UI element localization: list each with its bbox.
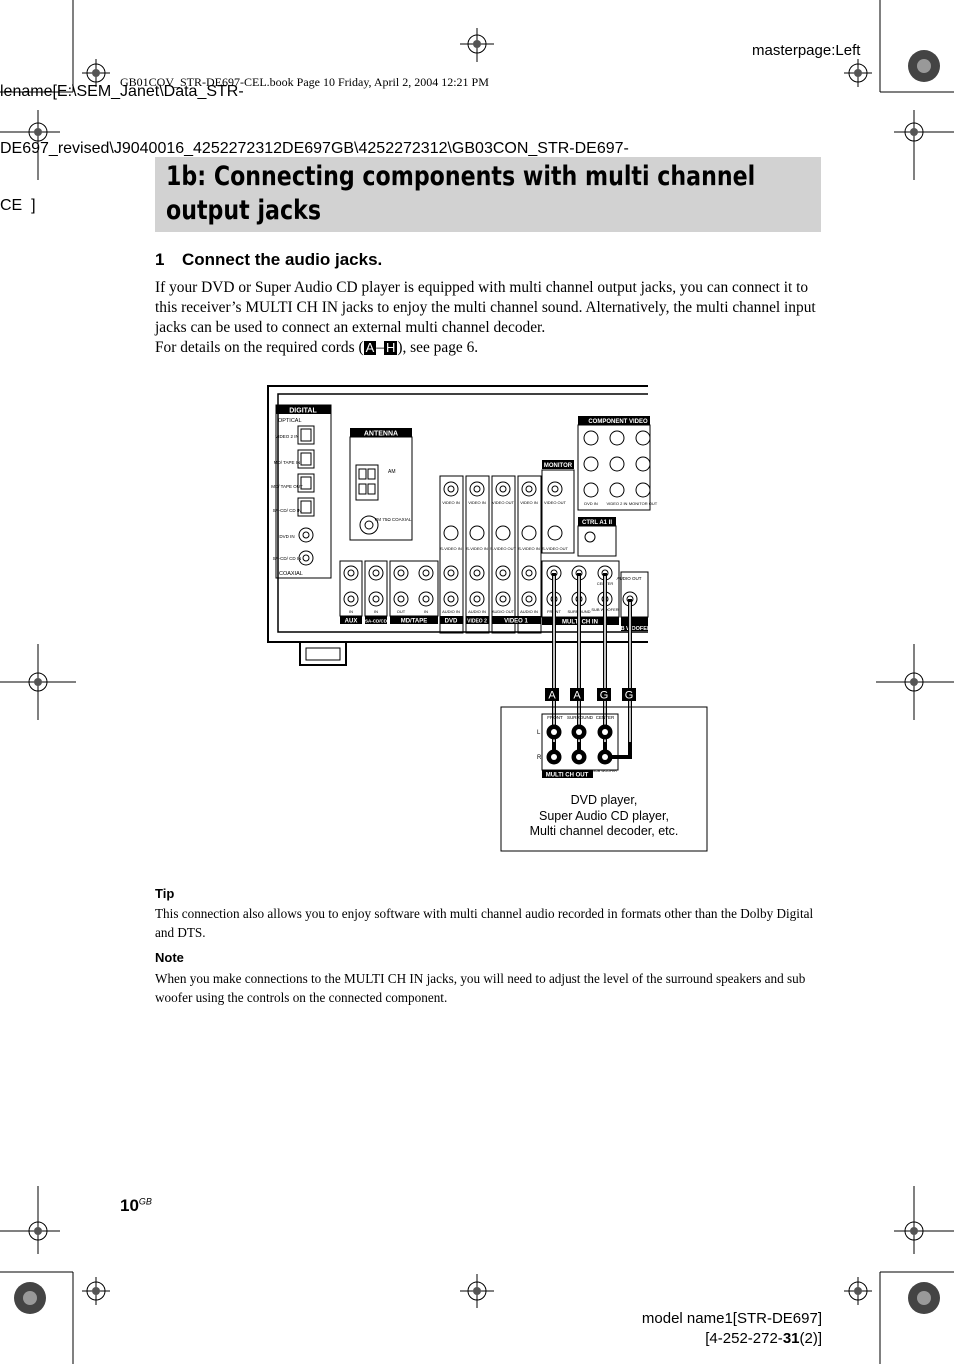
audio-jack-label: AUDIO OUT [491,609,515,614]
cord-letters [545,688,636,702]
group-label: MD/TAPE [400,618,428,625]
sub-woofer-label: SUB WOOFER [613,626,651,632]
digital-jack-label: MD/ TAPE OUT [271,484,303,489]
book-info-line: GB01COV_STR-DE697-CEL.book Page 10 Friday, April 2, 2004 12:21 PM [120,75,489,89]
svideo-jack-label: S-VIDEO OUT [489,546,517,551]
cords-line [155,338,825,358]
monitor-label: MONITOR [543,463,573,469]
out-sub-label: SUB WOOFER [593,769,617,773]
component-jack-label: VIDEO 2 IN [606,501,628,506]
part-line [600,1329,822,1349]
antenna-label: ANTENNA [363,430,399,438]
svideo-jack-label: S-VIDEO IN [466,546,488,551]
group-label: AUX [344,618,358,625]
group-label: VIDEO 2 [467,618,487,625]
l-label: L [537,730,541,736]
out-center-label: CENTER [595,715,615,720]
coax-jack-label: DVD IN [279,534,295,539]
svideo-jack-label: S-VIDEO IN [518,546,540,551]
model-info [600,1309,822,1349]
device-line: Multi channel decoder, etc. [529,824,679,838]
part-prefix: [4-252-272- [705,1330,783,1347]
cord-letter: G [599,689,609,702]
page-number [120,1196,152,1216]
intro-paragraph: If your DVD or Super Audio CD player is equipped with multi channel output jacks, you can connect it to this receiver’s MULTI CH IN jacks to enjoy the multi channel sound. Alternatively, the multi channel input jacks can be used to connect an external multi channel decoder. [155,279,816,336]
cord-letter: A [548,689,556,702]
audio-jack-label: IN [374,609,378,614]
sub-woofer-jack-label: SUB WOOFER [591,607,619,612]
cord-letter: A [573,689,581,702]
step-text: Connect the audio jacks. [182,250,383,269]
cords-dash: – [376,339,384,356]
cord-letter: G [624,689,634,702]
coax-jack-label: SA-CD/ CD IN [272,556,302,561]
audio-jack-label: OUT [396,609,406,614]
coaxial-label: COAXIAL [279,571,303,577]
multi-ch-in-label: MULTI CH IN [562,619,598,626]
audio-out-label: AUDIO OUT [616,576,642,581]
digital-label: DIGITAL [289,407,317,415]
out-surround-label: SURROUND [566,715,594,720]
filename-line: lename[E:\SEM_Janet\Data_STR- [0,83,244,100]
filename-line: DE697_revised\J9040016_4252272312DE697GB\4252272312\GB03CON_STR-DE697- [0,140,629,157]
group-label: SA-CD/CD [365,618,387,624]
audio-jack-label: AUDIO IN [442,609,460,614]
part-bold: 31 [782,1330,800,1347]
surround-label: SURROUND [567,609,591,614]
page-number-value: 10 [120,1196,139,1215]
out-front-label: FRONT [547,715,563,720]
audio-jack-label: IN [424,609,428,614]
note-text: When you make connections to the MULTI CH IN jacks, you will need to adjust the level of the surround speakers and sub woofer using the controls on the connected component. [155,971,806,1005]
tip-heading: Tip [155,886,175,901]
part-suffix: (2)] [799,1330,822,1347]
r-label: R [537,755,542,761]
step-heading [155,250,382,270]
connection-diagram [258,380,708,855]
cords-prefix: For details on the required cords ( [155,339,364,356]
tip-text: This connection also allows you to enjoy software with multi channel audio recorded in formats other than the Dolby Digital and DTS. [155,906,814,940]
cord-letter-a: A [365,340,375,355]
digital-jack-label: MD/ TAPE IN [273,460,301,465]
svideo-jack-label: S-VIDEO OUT [541,546,569,551]
video-jack-label: VIDEO OUT [543,500,567,505]
intro-text [155,278,825,358]
masterpage-label: masterpage:Left [752,42,861,59]
cord-letter-h: H [385,340,396,355]
step-number: 1 [155,250,165,269]
device-line: DVD player, [570,793,638,807]
component-jack-label: DVD IN [584,501,598,506]
model-line: model name1[STR-DE697] [641,1310,822,1327]
component-video-label: COMPONENT VIDEO [588,419,648,425]
ctrl-panel [578,526,616,556]
ctrl-jack [585,532,595,542]
section-title: 1b: Connecting components with multi channel output jacks [166,161,756,226]
video-jack-label: VIDEO OUT [491,500,515,505]
optical-label: OPTICAL [278,418,302,424]
front-label: FRONT [547,609,561,614]
ctrl-label: CTRL A1 II [581,520,613,526]
video-jack-label: VIDEO IN [520,500,538,505]
multi-ch-out-label: MULTI CH OUT [545,772,589,779]
note-heading: Note [155,950,184,965]
group-label: DVD [444,618,458,625]
audio-jack-label: IN [349,609,353,614]
filename-line: CE ] [0,197,36,214]
svideo-jack-label: S-VIDEO IN [440,546,462,551]
component-jack-label: MONITOR OUT [628,501,658,506]
video-jack-label: VIDEO IN [442,500,460,505]
group-label: VIDEO 1 [504,618,528,625]
fm-label: FM 75Ω COAXIAL [374,517,412,522]
digital-jack-label: VIDEO 2 IN [275,434,299,439]
digital-jack-label: SA-CD/ CD IN [272,508,302,513]
audio-jack-label: AUDIO IN [520,609,538,614]
audio-jack-label: AUDIO IN [468,609,486,614]
center-label: CENTER [596,581,614,586]
device-line: Super Audio CD player, [539,809,669,823]
cords-suffix: ), see page 6. [397,339,479,356]
video-jack-label: VIDEO IN [468,500,486,505]
am-label: AM [388,469,396,475]
page-suffix: GB [138,1196,152,1207]
